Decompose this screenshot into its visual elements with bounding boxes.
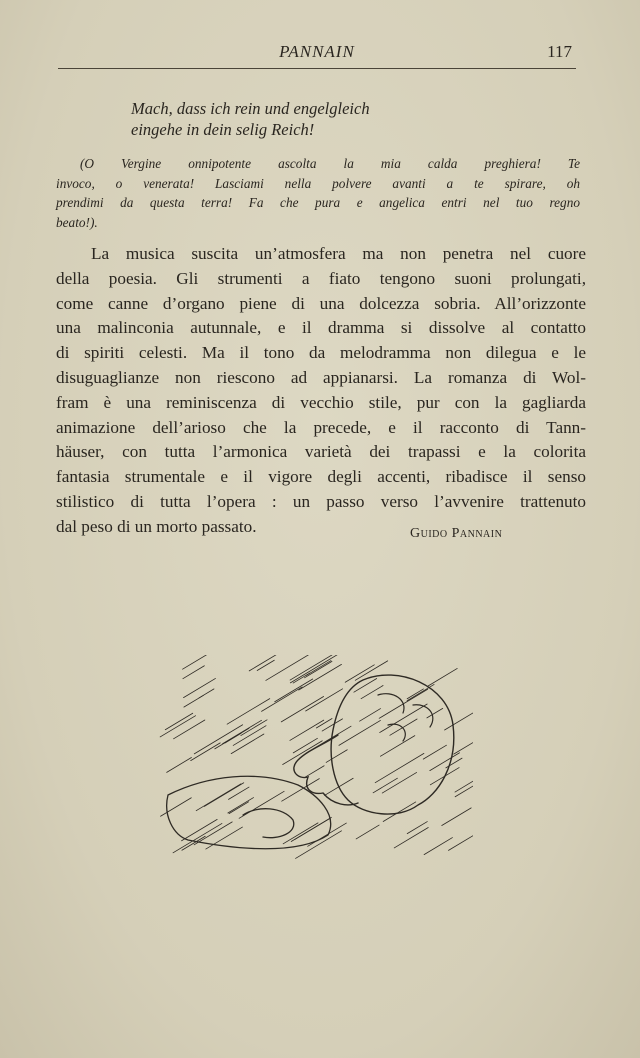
hatch-stroke (445, 712, 473, 730)
hatch-stroke (424, 838, 452, 855)
hatch-stroke (229, 787, 250, 799)
hatch-stroke (290, 655, 339, 680)
hatch-stroke (407, 822, 427, 834)
hatch-stroke (375, 753, 424, 782)
hatch-stroke (308, 823, 347, 846)
translation-line: (O Vergine onnipotente ascolta la mia calda preghiera! Te (80, 156, 580, 171)
running-title: PANNAIN (279, 42, 355, 61)
hatch-stroke (184, 678, 216, 697)
hatch-stroke (283, 741, 323, 765)
translation-line: invoco, o venerata! Lasciami nella polvere avanti a te spirare, oh (56, 175, 580, 191)
hatch-stroke (229, 802, 249, 814)
hatch-stroke (183, 666, 205, 679)
body-line: della poesia. Gli strumenti a fiato tengono suoni prolungati, (56, 268, 586, 288)
hatch-stroke (423, 745, 446, 759)
hatch-stroke (174, 720, 205, 739)
hatch-stroke (454, 740, 473, 754)
hatch-stroke (290, 655, 340, 683)
hatch-stroke (322, 719, 342, 731)
hatch-stroke (281, 696, 323, 721)
translation-line: beato!). (56, 214, 98, 230)
hatch-stroke (407, 689, 423, 699)
author-signature: Guido Pannain (410, 526, 503, 541)
hatch-stroke (345, 665, 374, 682)
hatch-stroke (204, 783, 243, 807)
german-verse (131, 98, 370, 140)
head-outline (331, 675, 454, 814)
hatch-stroke (184, 695, 204, 707)
hatch-stroke (249, 655, 285, 671)
hatch-stroke (266, 655, 312, 680)
verse-line: Mach, dass ich rein und engelgleich (131, 99, 370, 118)
hatch-stroke (227, 699, 270, 725)
translation-line: prendimi da questa terra! Fa che pura e angelica entri nel tuo regno (56, 195, 580, 210)
body-line: fantasia strumentale e il vigore degli accenti, ribadisce il senso (56, 467, 586, 487)
body-line: häuser, con tutta l’armonica varietà dei trapassi e la colorita (56, 442, 586, 462)
hatch-stroke (383, 802, 416, 822)
hatch-stroke (354, 679, 377, 693)
body-line: disuguaglianze non riescono ad appianarsi. La romanza di Wol- (56, 367, 586, 387)
body-line: stilistico di tutta l’opera : un passo verso l’avvenire trattenuto (56, 491, 586, 511)
body-line: una malinconia autunnale, e il dramma si dissolve al contatto (56, 318, 586, 338)
hatch-stroke (449, 823, 473, 850)
hatch-stroke (339, 720, 381, 745)
hatch-stroke (228, 798, 254, 813)
hatch-stroke (161, 798, 192, 816)
hatch-stroke (196, 784, 241, 811)
page-header (58, 40, 576, 69)
hatch-stroke (183, 655, 217, 669)
hatch-stroke (225, 733, 241, 743)
hand-outline (243, 809, 294, 838)
verse-line: eingehe in dein selig Reich! (131, 120, 315, 139)
body-line: La musica suscita un’atmosfera ma non penetra nel cuore (91, 244, 586, 263)
sketch-illustration (148, 655, 473, 880)
hatch-stroke (326, 750, 347, 763)
hatch-stroke (167, 758, 192, 773)
hatch-stroke (160, 716, 196, 737)
hatch-stroke (191, 743, 221, 761)
hatch-stroke (361, 686, 383, 699)
hatch-stroke (430, 753, 460, 771)
hatch-stroke (291, 817, 331, 841)
page-number: 117 (547, 42, 572, 61)
hatch-stroke (262, 687, 303, 711)
body-line: come canne d’organo piene di una dolcezza sobria. All’orizzonte (56, 293, 586, 313)
hatch-stroke (442, 808, 471, 826)
hatch-stroke (173, 823, 222, 852)
body-line: dal peso di un morto passato. (56, 516, 257, 536)
hatch-stroke (182, 819, 218, 840)
hatch-stroke (304, 661, 331, 677)
body-line: di spiriti celesti. Ma il tono da melodramma non dilegua e le (56, 343, 586, 363)
hatch-stroke (306, 689, 343, 711)
body-line: animazione dell’arioso che la precede, e il racconto di Tann- (56, 417, 586, 437)
hatch-stroke (356, 825, 379, 839)
hatch-stroke (194, 725, 242, 754)
hatch-stroke (394, 828, 428, 848)
hatch-stroke (290, 720, 324, 740)
hatch-stroke (373, 778, 397, 793)
hatch-stroke (380, 736, 414, 757)
hatch-stroke (407, 684, 434, 700)
hatch-stroke (305, 766, 324, 777)
hatch-stroke (239, 791, 284, 818)
hatch-stroke (428, 668, 457, 686)
hatch-stroke (257, 660, 274, 670)
hatch-stroke (360, 709, 381, 722)
hatch-stroke (165, 713, 193, 730)
body-line: fram è una reminiscenza di vecchio stile, pur con la gagliarda (56, 392, 586, 412)
hatch-stroke (194, 822, 232, 845)
italian-translation (56, 154, 580, 232)
body-paragraph (56, 242, 586, 540)
hatch-stroke (390, 719, 417, 735)
